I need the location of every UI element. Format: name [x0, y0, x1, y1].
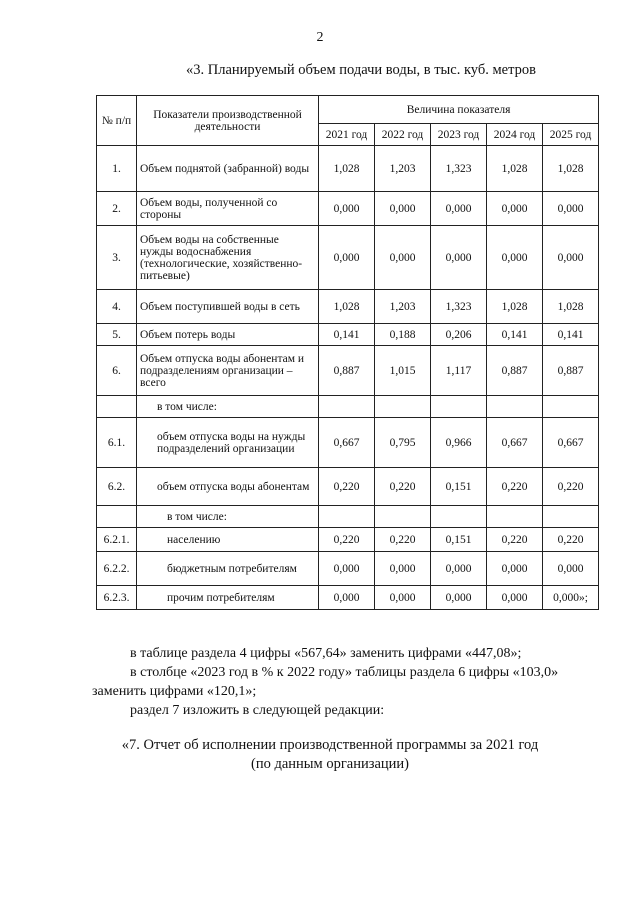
row-value: 1,028	[487, 290, 543, 324]
row-value: 0,151	[431, 468, 487, 506]
row-value: 0,667	[487, 418, 543, 468]
row-value	[431, 506, 487, 528]
row-value: 0,667	[319, 418, 375, 468]
header-num: № п/п	[97, 96, 137, 146]
row-value: 0,000	[431, 552, 487, 586]
table-row	[97, 226, 599, 290]
row-value: 0,887	[487, 346, 543, 396]
row-number	[97, 506, 137, 528]
table-row	[97, 146, 599, 192]
header-year: 2021 год	[319, 124, 375, 146]
row-number: 2.	[97, 192, 137, 226]
row-value: 0,000»;	[543, 586, 599, 610]
row-value: 0,887	[543, 346, 599, 396]
row-number: 6.2.	[97, 468, 137, 506]
row-value: 0,000	[319, 192, 375, 226]
row-value: 0,000	[319, 226, 375, 290]
row-indicator: Объем воды, полученной со стороны	[137, 192, 319, 226]
row-value	[543, 506, 599, 528]
table-row	[97, 506, 599, 528]
row-value	[543, 396, 599, 418]
row-value: 0,220	[487, 468, 543, 506]
row-number: 6.	[97, 346, 137, 396]
header-year: 2024 год	[487, 124, 543, 146]
table-row	[97, 192, 599, 226]
row-value: 0,000	[487, 552, 543, 586]
row-value: 0,220	[487, 528, 543, 552]
row-value	[375, 506, 431, 528]
row-indicator: объем отпуска воды на нужды подразделений организации	[137, 418, 319, 468]
row-value: 1,028	[543, 290, 599, 324]
row-value: 0,966	[431, 418, 487, 468]
row-indicator: Объем поднятой (забранной) воды	[137, 146, 319, 192]
row-value	[487, 506, 543, 528]
row-value: 0,000	[431, 192, 487, 226]
page-number: 2	[316, 30, 324, 45]
row-value: 0,000	[319, 552, 375, 586]
row-value	[431, 396, 487, 418]
row-number: 6.2.3.	[97, 586, 137, 610]
header-year: 2023 год	[431, 124, 487, 146]
row-value: 0,887	[319, 346, 375, 396]
row-value: 0,000	[375, 226, 431, 290]
row-value: 0,000	[375, 552, 431, 586]
row-value: 0,795	[375, 418, 431, 468]
row-value	[487, 396, 543, 418]
row-value: 0,220	[375, 528, 431, 552]
row-value: 0,000	[431, 586, 487, 610]
table-row	[97, 552, 599, 586]
row-value: 0,188	[375, 324, 431, 346]
row-value: 0,151	[431, 528, 487, 552]
table-row	[97, 586, 599, 610]
row-value: 1,323	[431, 146, 487, 192]
row-value: 0,220	[319, 528, 375, 552]
row-value: 1,028	[319, 146, 375, 192]
table-row	[97, 324, 599, 346]
row-value: 1,028	[319, 290, 375, 324]
row-number: 4.	[97, 290, 137, 324]
row-value	[319, 506, 375, 528]
water-supply-table	[96, 95, 599, 610]
header-year: 2022 год	[375, 124, 431, 146]
row-number	[97, 396, 137, 418]
paragraph-line-1: в таблице раздела 4 цифры «567,64» заменить цифрами «447,08»;	[130, 646, 522, 661]
row-indicator: прочим потребителям	[137, 586, 319, 610]
row-value: 0,000	[543, 552, 599, 586]
row-value: 1,117	[431, 346, 487, 396]
row-indicator: населению	[137, 528, 319, 552]
row-indicator: Объем отпуска воды абонентам и подразделениям организации – всего	[137, 346, 319, 396]
row-value: 1,323	[431, 290, 487, 324]
table-row	[97, 418, 599, 468]
row-indicator: в том числе:	[137, 506, 319, 528]
paragraph-line-4: раздел 7 изложить в следующей редакции:	[130, 703, 385, 718]
row-indicator: Объем потерь воды	[137, 324, 319, 346]
row-value: 0,141	[487, 324, 543, 346]
table-row	[97, 468, 599, 506]
row-indicator: бюджетным потребителям	[137, 552, 319, 586]
table-row	[97, 396, 599, 418]
row-value: 0,000	[487, 192, 543, 226]
paragraph-line-2: в столбце «2023 год в % к 2022 году» таблицы раздела 6 цифры «103,0»	[130, 665, 559, 680]
section-7-subtitle: (по данным организации)	[250, 756, 409, 772]
row-number: 6.1.	[97, 418, 137, 468]
row-indicator: в том числе:	[137, 396, 319, 418]
row-value: 0,220	[543, 528, 599, 552]
row-value: 0,206	[431, 324, 487, 346]
row-value: 0,141	[319, 324, 375, 346]
row-value: 0,220	[319, 468, 375, 506]
table-row	[97, 346, 599, 396]
row-value: 1,203	[375, 290, 431, 324]
row-value: 0,667	[543, 418, 599, 468]
row-value: 0,000	[375, 586, 431, 610]
row-value: 0,000	[487, 586, 543, 610]
row-number: 3.	[97, 226, 137, 290]
row-indicator: объем отпуска воды абонентам	[137, 468, 319, 506]
row-value: 1,015	[375, 346, 431, 396]
row-indicator: Объем воды на собственные нужды водоснабжения (технологические, хозяйственно-питьевые)	[137, 226, 319, 290]
table-row	[97, 290, 599, 324]
row-value: 1,028	[487, 146, 543, 192]
row-value	[319, 396, 375, 418]
row-value: 0,000	[543, 192, 599, 226]
paragraph-line-3: заменить цифрами «120,1»;	[92, 684, 257, 699]
row-value: 0,220	[543, 468, 599, 506]
row-value	[375, 396, 431, 418]
header-value: Величина показателя	[319, 96, 599, 124]
section-7-title: «7. Отчет об исполнении производственной программы за 2021 год	[121, 737, 539, 753]
row-value: 0,000	[543, 226, 599, 290]
row-indicator: Объем поступившей воды в сеть	[137, 290, 319, 324]
row-number: 6.2.1.	[97, 528, 137, 552]
row-value: 0,000	[431, 226, 487, 290]
row-value: 0,220	[375, 468, 431, 506]
row-value: 1,028	[543, 146, 599, 192]
row-number: 6.2.2.	[97, 552, 137, 586]
row-number: 5.	[97, 324, 137, 346]
header-year: 2025 год	[543, 124, 599, 146]
row-number: 1.	[97, 146, 137, 192]
table-row	[97, 528, 599, 552]
header-indicator: Показатели производственной деятельности	[137, 96, 319, 146]
row-value: 0,141	[543, 324, 599, 346]
section-3-title: «3. Планируемый объем подачи воды, в тыс. куб. метров	[186, 62, 536, 78]
row-value: 0,000	[487, 226, 543, 290]
row-value: 1,203	[375, 146, 431, 192]
row-value: 0,000	[319, 586, 375, 610]
row-value: 0,000	[375, 192, 431, 226]
